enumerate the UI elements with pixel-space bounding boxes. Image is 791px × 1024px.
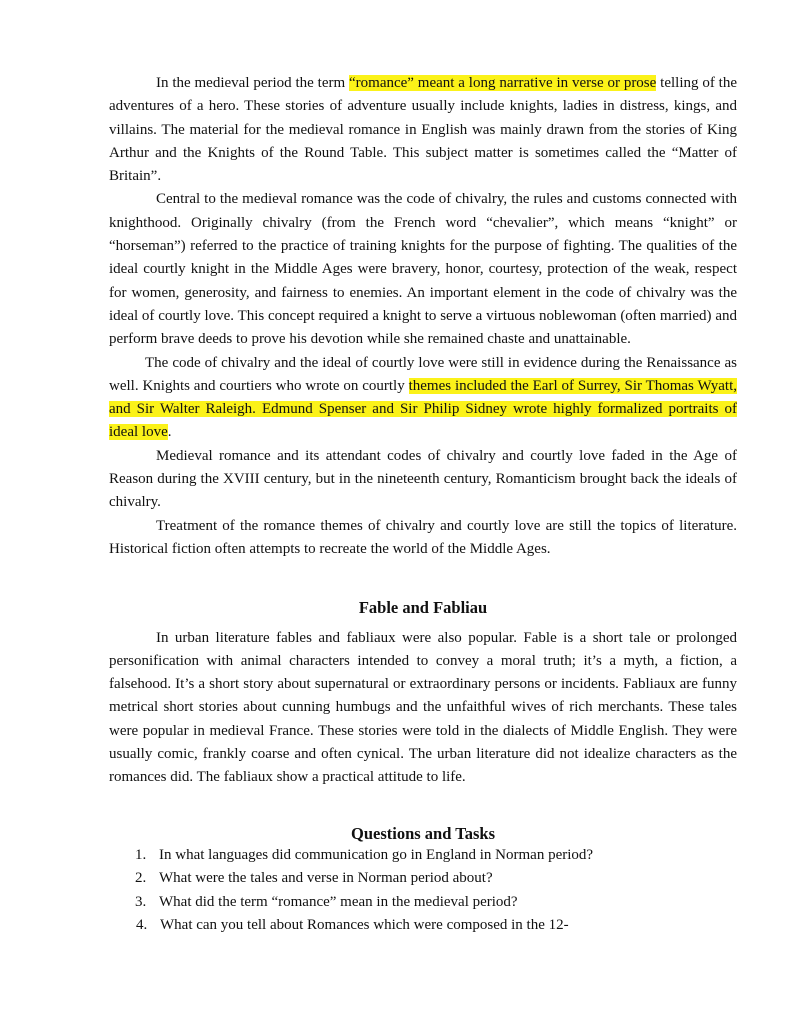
paragraph-text: telling of the adventures of a hero. These stories of adventure usually include knights, ladies in distress, kings, and villains. The material for the medieval romance in English was mainly drawn from the stories of King Arthur and the Knights of the Round Table. This subject matter is sometimes called the “Matter of Britain”.: [109, 75, 737, 185]
paragraph-romance-definition: [109, 72, 737, 188]
question-text: What did the term “romance” mean in the medieval period?: [159, 893, 518, 910]
question-item: [109, 891, 737, 915]
paragraph-text: The code of chivalry and the ideal of courtly love were still in evidence during the Renaissance as well. Knights and courtiers who wrote on courtly: [109, 354, 737, 394]
paragraph-text: .: [167, 424, 172, 441]
question-item: [109, 867, 737, 891]
question-text: What can you tell about Romances which were composed in the 12-: [160, 917, 569, 934]
paragraph-renaissance: [109, 352, 737, 445]
question-item: [109, 914, 737, 938]
section-heading-questions: Questions and Tasks: [351, 823, 495, 843]
highlighted-text: “romance” meant a long narrative in verse or prose: [349, 75, 657, 91]
question-item: [109, 844, 737, 868]
paragraph-chivalry: Central to the medieval romance was the code of chivalry, the rules and customs connected with knighthood. Originally chivalry (from the French word “chevalier”, which means “knight” or “horseman”) referred to the practice of training knights for the purpose of fighting. The qualities of the ideal courtly knight in the Middle Ages were bravery, honor, courtesy, protection of the weak, respect for women, generosity, and fairness to enemies. An important element in the code of chivalry was the ideal of courtly love. This concept required a knight to serve a virtuous noblewoman (often married) and perform brave deeds to prove his devotion while she remained chaste and unattainable.: [109, 191, 737, 348]
questions-list: [109, 844, 737, 938]
question-number: 3.: [135, 893, 147, 910]
question-text: In what languages did communication go in England in Norman period?: [159, 846, 594, 863]
paragraph-text: In the medieval period the term: [156, 75, 350, 91]
question-text: What were the tales and verse in Norman period about?: [159, 870, 493, 887]
document-body: [109, 72, 737, 938]
question-number: 2.: [135, 870, 147, 887]
highlighted-text: themes included the Earl of Surrey, Sir Thomas Wyatt, and Sir Walter Raleigh. Edmund Spenser and Sir Philip Sidney wrote highly formalized portraits of ideal love: [109, 377, 737, 441]
section-heading-fable: Fable and Fabliau: [358, 598, 488, 618]
paragraph-age-of-reason: Medieval romance and its attendant codes of chivalry and courtly love faded in the Age of Reason during the XVIII century, but in the nineteenth century, Romanticism brought back the ideals of chivalry.: [109, 447, 737, 511]
question-number: 1.: [135, 846, 147, 863]
question-number: 4.: [136, 917, 148, 934]
paragraph-treatment: Treatment of the romance themes of chivalry and courtly love are still the topics of literature. Historical fiction often attempts to recreate the world of the Middle Ages.: [109, 517, 737, 557]
paragraph-fable: In urban literature fables and fabliaux were also popular. Fable is a short tale or prolonged personification with animal characters intended to convey a moral truth; it’s a myth, a fiction, a falsehood. It’s a short story about supernatural or extraordinary persons or incidents. Fabliaux are funny metrical short stories about cunning humbugs and the unfaithful wives of rich merchants. These tales were popular in medieval France. These stories were told in the dialects of Middle English. They were usually comic, frankly coarse and often cynical. The urban literature did not idealize characters as the romances did. The fabliaux show a practical attitude to life.: [109, 629, 737, 786]
